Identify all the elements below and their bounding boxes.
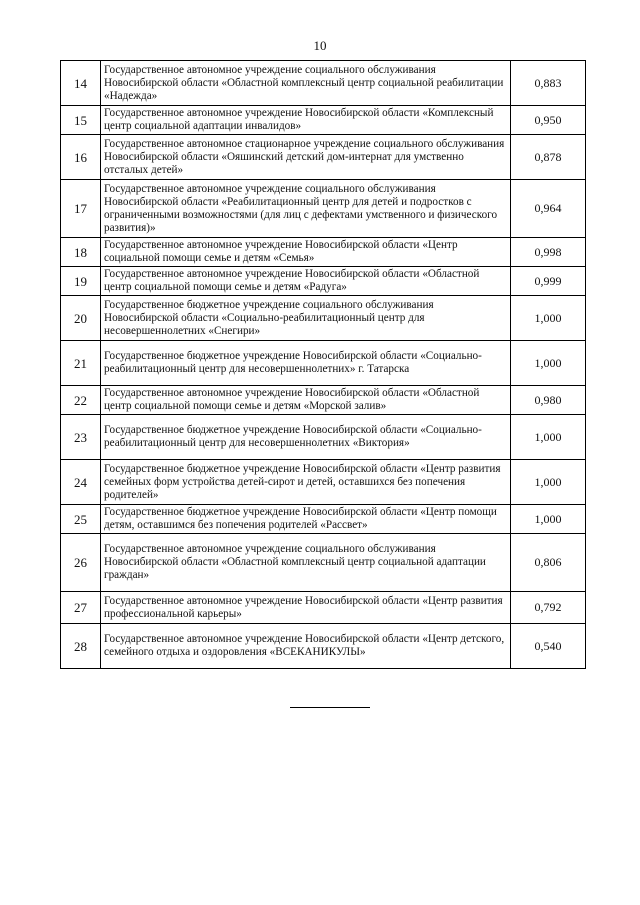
- table-row: [61, 505, 586, 534]
- institution-name: Государственное бюджетное учреждение Новосибирской области «Центр развития семейных форм устройства детей-сирот и детей, оставшихся без попечения родителей»: [101, 460, 511, 505]
- score-value: 0,980: [511, 386, 586, 415]
- row-number: 28: [61, 624, 101, 669]
- table-row: [61, 296, 586, 341]
- institution-name: Государственное бюджетное учреждение Новосибирской области «Социально-реабилитационный центр для несовершеннолетних» г. Татарска: [101, 341, 511, 386]
- row-number: 15: [61, 106, 101, 135]
- table-body: [61, 61, 586, 669]
- end-rule: [290, 707, 370, 708]
- score-value: 1,000: [511, 460, 586, 505]
- score-value: 0,878: [511, 135, 586, 180]
- row-number: 22: [61, 386, 101, 415]
- row-number: 23: [61, 415, 101, 460]
- row-number: 14: [61, 61, 101, 106]
- page-number: 10: [313, 38, 327, 53]
- row-number: 19: [61, 267, 101, 296]
- institution-name: Государственное автономное учреждение Новосибирской области «Областной центр социальной помощи семье и детям «Морской залив»: [101, 386, 511, 415]
- row-number: 21: [61, 341, 101, 386]
- row-number: 27: [61, 592, 101, 624]
- table-row: [61, 386, 586, 415]
- score-value: 0,883: [511, 61, 586, 106]
- row-number: 17: [61, 180, 101, 238]
- institution-name: Государственное бюджетное учреждение Новосибирской области «Социально-реабилитационный центр для несовершеннолетних «Виктория»: [101, 415, 511, 460]
- institutions-table: [60, 60, 586, 669]
- row-number: 18: [61, 238, 101, 267]
- table-row: [61, 135, 586, 180]
- table-row: [61, 267, 586, 296]
- score-value: 0,806: [511, 534, 586, 592]
- score-value: 1,000: [511, 341, 586, 386]
- score-value: 0,964: [511, 180, 586, 238]
- score-value: 0,792: [511, 592, 586, 624]
- institution-name: Государственное автономное стационарное учреждение социального обслуживания Новосибирской области «Ояшинский детский дом-интернат для умственно отсталых детей»: [101, 135, 511, 180]
- institution-name: Государственное автономное учреждение Новосибирской области «Центр развития профессиональной карьеры»: [101, 592, 511, 624]
- row-number: 26: [61, 534, 101, 592]
- table-row: [61, 460, 586, 505]
- score-value: 0,998: [511, 238, 586, 267]
- row-number: 16: [61, 135, 101, 180]
- institution-name: Государственное автономное учреждение социального обслуживания Новосибирской области «Областной комплексный центр социальной адаптации граждан»: [101, 534, 511, 592]
- table-row: [61, 624, 586, 669]
- table-row: [61, 180, 586, 238]
- institution-name: Государственное автономное учреждение Новосибирской области «Центр социальной помощи семье и детям «Семья»: [101, 238, 511, 267]
- institution-name: Государственное бюджетное учреждение Новосибирской области «Центр помощи детям, оставшимся без попечения родителей «Рассвет»: [101, 505, 511, 534]
- score-value: 1,000: [511, 505, 586, 534]
- table-row: [61, 592, 586, 624]
- row-number: 25: [61, 505, 101, 534]
- institution-name: Государственное автономное учреждение социального обслуживания Новосибирской области «Областной комплексный центр социальной реабилитации «Надежда»: [101, 61, 511, 106]
- table-row: [61, 534, 586, 592]
- table-row: [61, 238, 586, 267]
- institution-name: Государственное автономное учреждение Новосибирской области «Центр детского, семейного отдыха и оздоровления «ВСЕКАНИКУЛЫ»: [101, 624, 511, 669]
- institution-name: Государственное автономное учреждение Новосибирской области «Областной центр социальной помощи семье и детям «Радуга»: [101, 267, 511, 296]
- table-row: [61, 341, 586, 386]
- table-row: [61, 106, 586, 135]
- table-row: [61, 61, 586, 106]
- score-value: 1,000: [511, 296, 586, 341]
- row-number: 24: [61, 460, 101, 505]
- institution-name: Государственное бюджетное учреждение социального обслуживания Новосибирской области «Социально-реабилитационный центр для несовершеннолетних «Снегири»: [101, 296, 511, 341]
- institution-name: Государственное автономное учреждение социального обслуживания Новосибирской области «Реабилитационный центр для детей и подростков с ограниченными возможностями (для лиц с дефектами умственного и физического развития)»: [101, 180, 511, 238]
- score-value: 0,950: [511, 106, 586, 135]
- row-number: 20: [61, 296, 101, 341]
- table-row: [61, 415, 586, 460]
- institution-name: Государственное автономное учреждение Новосибирской области «Комплексный центр социальной адаптации инвалидов»: [101, 106, 511, 135]
- score-value: 0,999: [511, 267, 586, 296]
- score-value: 1,000: [511, 415, 586, 460]
- score-value: 0,540: [511, 624, 586, 669]
